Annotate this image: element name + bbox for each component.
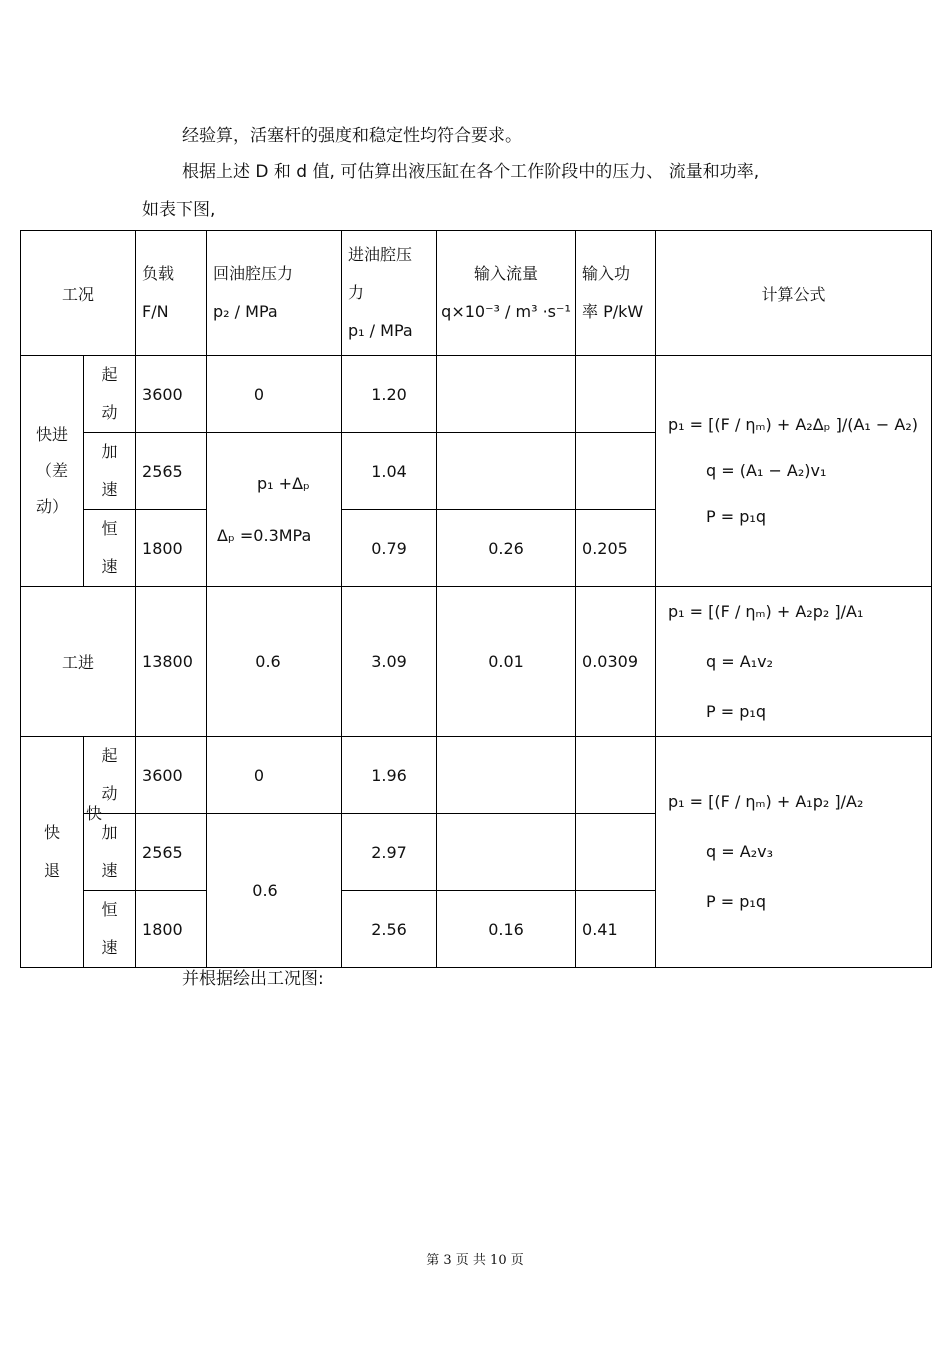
table-row <box>21 737 932 814</box>
formula-fast-return: p₁ = [(F / ηₘ) + A₁p₂ ]/A₂ q = A₂v₃ P = p₁q <box>656 737 932 968</box>
table-row <box>21 587 932 737</box>
working-condition-table <box>20 230 932 968</box>
paragraph-verification: 经验算，活塞杆的强度和稳定性均符合要求。 <box>182 126 522 146</box>
cell-load: 2565 <box>136 814 207 891</box>
cell-p2: 0.6 <box>207 587 342 737</box>
cell-p1: 1.20 <box>342 356 437 433</box>
cell-p1: 0.79 <box>342 510 437 587</box>
cell-p2: 0 <box>207 737 342 814</box>
cell-p2-merged: p₁ +Δₚ Δₚ =0.3MPa <box>207 433 342 587</box>
cell-load: 3600 <box>136 737 207 814</box>
cell-p1: 2.56 <box>342 891 437 968</box>
cell-load: 1800 <box>136 891 207 968</box>
header-return-pressure: 回油腔压力 p₂ / MPa <box>207 231 342 356</box>
paragraph-table-intro: 如表下图, <box>142 200 216 220</box>
cell-power: 0.205 <box>576 510 656 587</box>
group-work-feed: 工进 <box>21 587 136 737</box>
table-row <box>21 356 932 433</box>
phase-const: 恒 速 <box>84 891 136 968</box>
cell-flow: 0.26 <box>437 510 576 587</box>
phase-const: 恒 速 <box>84 510 136 587</box>
cell-p1: 2.97 <box>342 814 437 891</box>
formula-fast-forward: p₁ = [(F / ηₘ) + A₂Δₚ ]/(A₁ − A₂) q = (A₁ − A₂)v₁ P = p₁q <box>656 356 932 587</box>
header-flow: 输入流量 q×10⁻³ / m³ ·s⁻¹ <box>437 231 576 356</box>
header-condition: 工况 <box>21 231 136 356</box>
cell-flow <box>437 814 576 891</box>
group-fast-forward: 快进 （差 动） <box>21 356 84 587</box>
cell-power <box>576 356 656 433</box>
cell-p1: 3.09 <box>342 587 437 737</box>
formula-work-feed: p₁ = [(F / ηₘ) + A₂p₂ ]/A₁ q = A₁v₂ P = p₁q <box>656 587 932 737</box>
paragraph-estimation: 根据上述 D 和 d 值, 可估算出液压缸在各个工作阶段中的压力、 流量和功率, <box>182 162 760 182</box>
cell-flow <box>437 737 576 814</box>
cell-power: 0.0309 <box>576 587 656 737</box>
cell-flow <box>437 433 576 510</box>
cell-p1: 1.04 <box>342 433 437 510</box>
cell-load: 2565 <box>136 433 207 510</box>
header-load: 负载 F/N <box>136 231 207 356</box>
phase-start: 起 动 快 <box>84 737 136 814</box>
cell-load: 1800 <box>136 510 207 587</box>
cell-p2: 0 <box>207 356 342 433</box>
cell-power <box>576 814 656 891</box>
cell-power <box>576 433 656 510</box>
cell-power: 0.41 <box>576 891 656 968</box>
cell-load: 13800 <box>136 587 207 737</box>
phase-start: 起 动 <box>84 356 136 433</box>
phase-accel: 加 速 <box>84 814 136 891</box>
table-header-row <box>21 231 932 356</box>
paragraph-draw-chart: 并根据绘出工况图: <box>182 969 324 989</box>
cell-flow: 0.01 <box>437 587 576 737</box>
cell-flow: 0.16 <box>437 891 576 968</box>
cell-power <box>576 737 656 814</box>
stray-char: 快 <box>86 804 103 823</box>
cell-p1: 1.96 <box>342 737 437 814</box>
header-power: 输入功 率 P/kW <box>576 231 656 356</box>
cell-p2-merged: 0.6 <box>207 814 342 968</box>
cell-load: 3600 <box>136 356 207 433</box>
page-footer: 第 3 页 共 10 页 <box>426 1253 524 1268</box>
phase-accel: 加 速 <box>84 433 136 510</box>
group-fast-return: 快 退 <box>21 737 84 968</box>
header-inlet-pressure: 进油腔压 力 p₁ / MPa <box>342 231 437 356</box>
header-formula: 计算公式 <box>656 231 932 356</box>
cell-flow <box>437 356 576 433</box>
